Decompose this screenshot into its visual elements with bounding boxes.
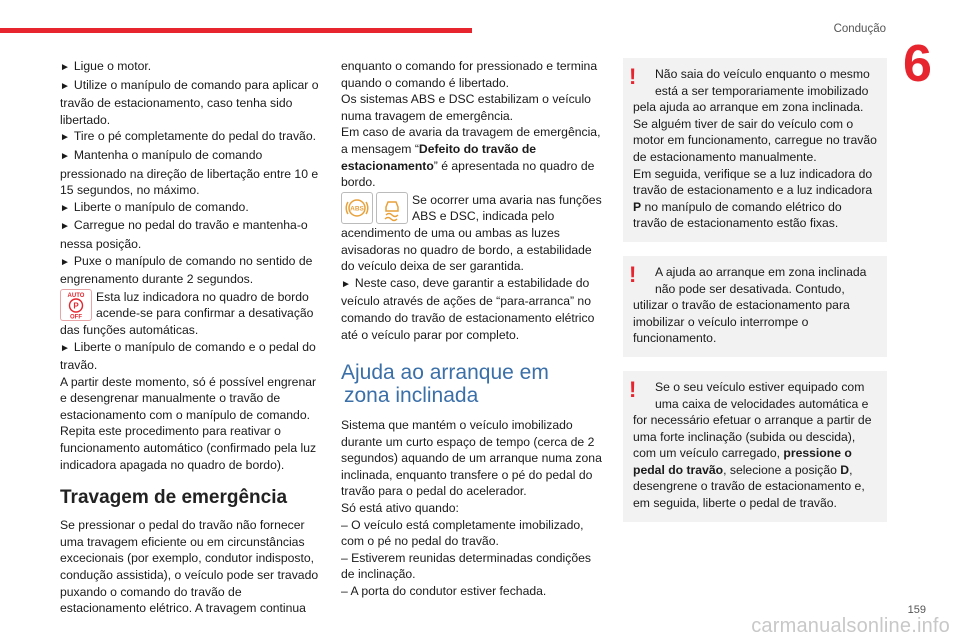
step-start-engine: ► Ligue o motor.: [60, 58, 322, 77]
dsc-warning-icon: [376, 192, 408, 224]
braking-continues-text: enquanto o comando for pressionado e termina quando o comando é libertado.: [341, 59, 598, 90]
abs-dsc-fault-text-cont: acendimento de uma ou ambas as luzes avisadoras no quadro de bordo, a estabilidade do veículo deixa de ser garantida.: [341, 225, 592, 274]
step-stop-and-go: ► Neste caso, deve garantir a estabilidade do veículo através de ações de “para-arranca” no comando do travão de estacionamento elétrico até o veículo parar por completo.: [341, 275, 603, 343]
fault-message-text: Em caso de avaria da travagem de emergência, a mensagem “Defeito do travão de estacionamento” é apresentada no quadro de bordo.: [341, 125, 601, 190]
auto-off-indicator-row: [60, 289, 322, 322]
auto-off-text: Esta luz indicadora no quadro de bordo acende-se para confirmar a desativação: [96, 289, 314, 321]
step-release-all: ► Liberte o manípulo de comando e o pedal do travão.: [60, 339, 322, 374]
watermark: carmanualsonline.info: [751, 615, 950, 637]
column-3: [623, 58, 887, 536]
abs-dsc-indicator-row: [341, 192, 603, 225]
warning-box-cannot-disable: ! A ajuda ao arranque em zona inclinada não pode ser desativada. Contudo, utilizar o travão de estacionamento para imobilizar o veículo interrompe o funcionamento.: [623, 256, 887, 357]
warning-exclamation-icon: !: [629, 64, 637, 89]
chapter-number: 6: [903, 35, 932, 93]
page-number: 159: [907, 604, 926, 616]
warning-exclamation-icon: !: [629, 376, 637, 402]
heading-emergency-braking: Travagem de emergência: [60, 487, 288, 509]
parking-auto-off-icon: [60, 289, 92, 321]
step-press-brake: ► Carregue no pedal do travão e mantenha-o nessa posição.: [60, 217, 322, 252]
active-when-text: Só está ativo quando:: [341, 501, 459, 516]
condition-door-closed: – A porta do condutor estiver fechada.: [341, 584, 547, 599]
auto-label: AUTO: [67, 292, 85, 299]
condition-immobilized: – O veículo está completamente imobilizado, com o pé no pedal do travão.: [341, 517, 584, 549]
manual-only-text: A partir deste momento, só é possível engrenar e desengrenar manualmente o travão de estacionamento com o manípulo de comando.: [60, 374, 317, 422]
warning-box-automatic-gearbox: ! Se o seu veículo estiver equipado com uma caixa de velocidades automática e for necessário efetuar o arranque a partir de uma forte inclinação (subida ou descida), com um veículo carregado, pressione o pedal do travão, selecione a posição D, desengrene o travão de estacionamento e, em seguida, liberte o pedal de travão.: [623, 371, 887, 522]
off-label: OFF: [70, 314, 82, 320]
warning-box-do-not-exit: ! Não saia do veículo enquanto o mesmo está a ser temporariamente imobilizado pela ajuda ao arranque em zona inclinada. Se alguém tiver de sair do veículo com o motor em funcionamento, carregue no travão de estacionamento manualmente. Em seguida, verifique se a luz indicadora do travão de estacionamento e a luz indicadora P no manípulo de comando elétrico do travão de estacionamento estão fixas.: [623, 58, 887, 242]
hill-assist-description: Sistema que mantém o veículo imobilizado durante um curto espaço de tempo (cerca de 2 segundos) aquando de um arranque numa zona inclinada, enquanto transfere o pé do pedal do travão para o pedal do acelerador.: [341, 418, 602, 499]
step-release-control: ► Liberte o manípulo de comando.: [60, 199, 322, 218]
fault-message-bold: Defeito do travão de estacionamento: [341, 141, 537, 173]
step-apply-brake: ► Utilize o manípulo de comando para aplicar o travão de estacionamento, caso tenha sido libertado.: [60, 77, 322, 129]
abs-label: ABS: [350, 205, 364, 213]
emergency-braking-text: Se pressionar o pedal do travão não fornecer uma travagem eficiente ou em circunstâncias excecionais (por exemplo, condutor indisposto, condução assistida), o veículo pode ser travado puxando o comando do travão de estacionamento elétrico. A travagem continua: [60, 518, 319, 616]
heading-hill-start-assist: Ajuda ao arranque em zona inclinada: [341, 361, 549, 408]
abs-warning-icon: [341, 192, 373, 224]
step-release-pedal: ► Tire o pé completamente do pedal do travão.: [60, 128, 322, 147]
auto-off-text-cont: das funções automáticas.: [60, 322, 199, 337]
step-pull-control: ► Puxe o manípulo de comando no sentido de engrenamento durante 2 segundos.: [60, 253, 322, 288]
column-1: [60, 58, 322, 617]
warning-exclamation-icon: !: [629, 261, 637, 287]
step-hold-control: ► Mantenha o manípulo de comando pressionado na direção de libertação entre 10 e 15 segundos, no máximo.: [60, 147, 322, 199]
svg-text:P: P: [73, 301, 79, 311]
condition-slope: – Estiverem reunidas determinadas condições de inclinação.: [341, 550, 591, 582]
header-section-title: Condução: [833, 23, 886, 35]
abs-dsc-fault-text: Se ocorrer uma avaria nas funções ABS e DSC, indicada pelo: [412, 192, 602, 224]
column-2: [341, 58, 603, 600]
reactivate-text: Repita este procedimento para reativar o funcionamento automático (confirmado pela luz indicadora apagada no quadro de bordo).: [60, 424, 317, 472]
header-accent-bar: [0, 28, 472, 33]
abs-dsc-text: Os sistemas ABS e DSC estabilizam o veículo numa travagem de emergência.: [341, 92, 591, 123]
